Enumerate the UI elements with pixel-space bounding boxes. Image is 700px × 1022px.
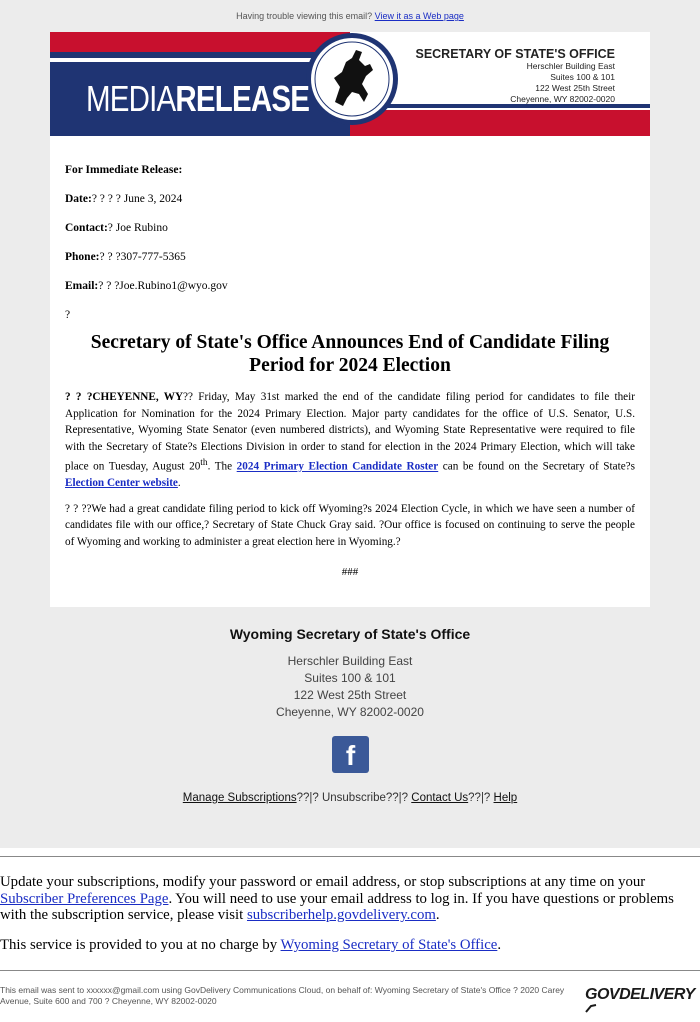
release-card: [50, 32, 650, 607]
footer-address-line: 122 West 25th Street: [293, 688, 407, 702]
divider: [0, 970, 700, 971]
manage-subscriptions-link[interactable]: Manage Subscriptions: [182, 792, 297, 804]
help-link[interactable]: Help: [493, 792, 518, 804]
end-marker: ###: [341, 566, 359, 579]
email-field: Email:? ? ?Joe.Rubino1@wyo.gov: [65, 280, 228, 292]
web-version-link[interactable]: View it as a Web page: [374, 11, 464, 21]
footer-address-line: Cheyenne, WY 82002-0020: [276, 705, 424, 719]
contact-field: Contact:? Joe Rubino: [65, 222, 168, 234]
office-title: SECRETARY OF STATE'S OFFICE: [415, 47, 615, 61]
legal-text: This email was sent to xxxxxx@gmail.com using GovDelivery Communications Cloud, on behalf of: Wyoming Secretary of State's Office ? 2020 Carey Avenue, Suite 600 and 700 ? Cheyenne, WY 82002-0020: [0, 985, 565, 1006]
subscription-notice: Update your subscriptions, modify your password or email address, or stop subscriptions at any time on your Subscriber Preferences Page. You will need to use your email address to log in. If you have questions or problems with the subscription service, please visit subscriberhelp.govdelivery.com.: [0, 874, 674, 923]
subscriber-help-link[interactable]: subscriberhelp.govdelivery.com: [246, 907, 436, 923]
office-header: [415, 47, 615, 105]
facebook-icon[interactable]: f: [332, 736, 369, 773]
govdelivery-swoosh-icon: [585, 1004, 597, 1014]
footer-address-line: Herschler Building East: [287, 654, 413, 668]
subscriber-preferences-link[interactable]: Subscriber Preferences Page: [0, 890, 169, 907]
service-notice: This service is provided to you at no charge by Wyoming Secretary of State's Office.: [0, 937, 502, 953]
immediate-release: For Immediate Release:: [65, 164, 183, 176]
media-release-banner: [50, 32, 650, 136]
media-release-wordmark: MEDIARELEASE: [86, 78, 310, 119]
stray-character: ?: [65, 309, 71, 321]
sos-office-link[interactable]: Wyoming Secretary of State's Office: [280, 937, 498, 953]
headline: Secretary of State's Office Announces End of Candidate Filing Period for 2024 Election: [90, 332, 610, 376]
top-note: Having trouble viewing this email? View it as a Web page: [236, 11, 464, 21]
election-center-link[interactable]: Election Center website: [65, 477, 178, 490]
office-address-line: Cheyenne, WY 82002-0020: [510, 94, 615, 104]
office-address-line: 122 West 25th Street: [535, 83, 615, 93]
phone-field: Phone:? ? ?307-777-5365: [65, 251, 186, 263]
footer-address: [0, 653, 700, 721]
footer-links: Manage Subscriptions??|? Unsubscribe??|? Contact Us??|? Help: [182, 792, 518, 804]
office-address-line: Herschler Building East: [526, 61, 615, 71]
candidate-roster-link[interactable]: 2024 Primary Election Candidate Roster: [236, 460, 439, 473]
paragraph-filing: ? ? ?CHEYENNE, WY?? Friday, May 31st marked the end of the candidate filing period for candidates to file their Application for Nomination for the 2024 Primary Election. Major party candidates for the office of U.S. Senator, U.S. Representative, Wyoming State Senator (even numbered districts), and Wyoming State Representative were required to file with the Secretary of State?s Elections Division in order to stand for election in the 2024 Primary Election, which will take place on Tuesday, August 20th. The 2024 Primary Election Candidate Roster can be found on the Secretary of State?s Election Center website.: [65, 391, 635, 490]
footer-address-line: Suites 100 & 101: [304, 671, 396, 685]
office-address-line: Suites 100 & 101: [550, 72, 615, 82]
govdelivery-logo[interactable]: GOVDELIVERY: [585, 986, 700, 1022]
divider: [0, 856, 700, 857]
footer-title: Wyoming Secretary of State's Office: [229, 626, 471, 642]
paragraph-quote: ? ? ??We had a great candidate filing period to kick off Wyoming?s 2024 Election Cycle, in which we have seen a number of candidates file with our office,? Secretary of State Chuck Gray said. ?Our office is focused on continuing to serve the people of Wyoming and working to administer a great election here in Wyoming.?: [65, 502, 635, 548]
date-field: Date:? ? ? ? June 3, 2024: [65, 193, 183, 205]
contact-us-link[interactable]: Contact Us: [411, 792, 469, 804]
release-content: [65, 164, 635, 578]
